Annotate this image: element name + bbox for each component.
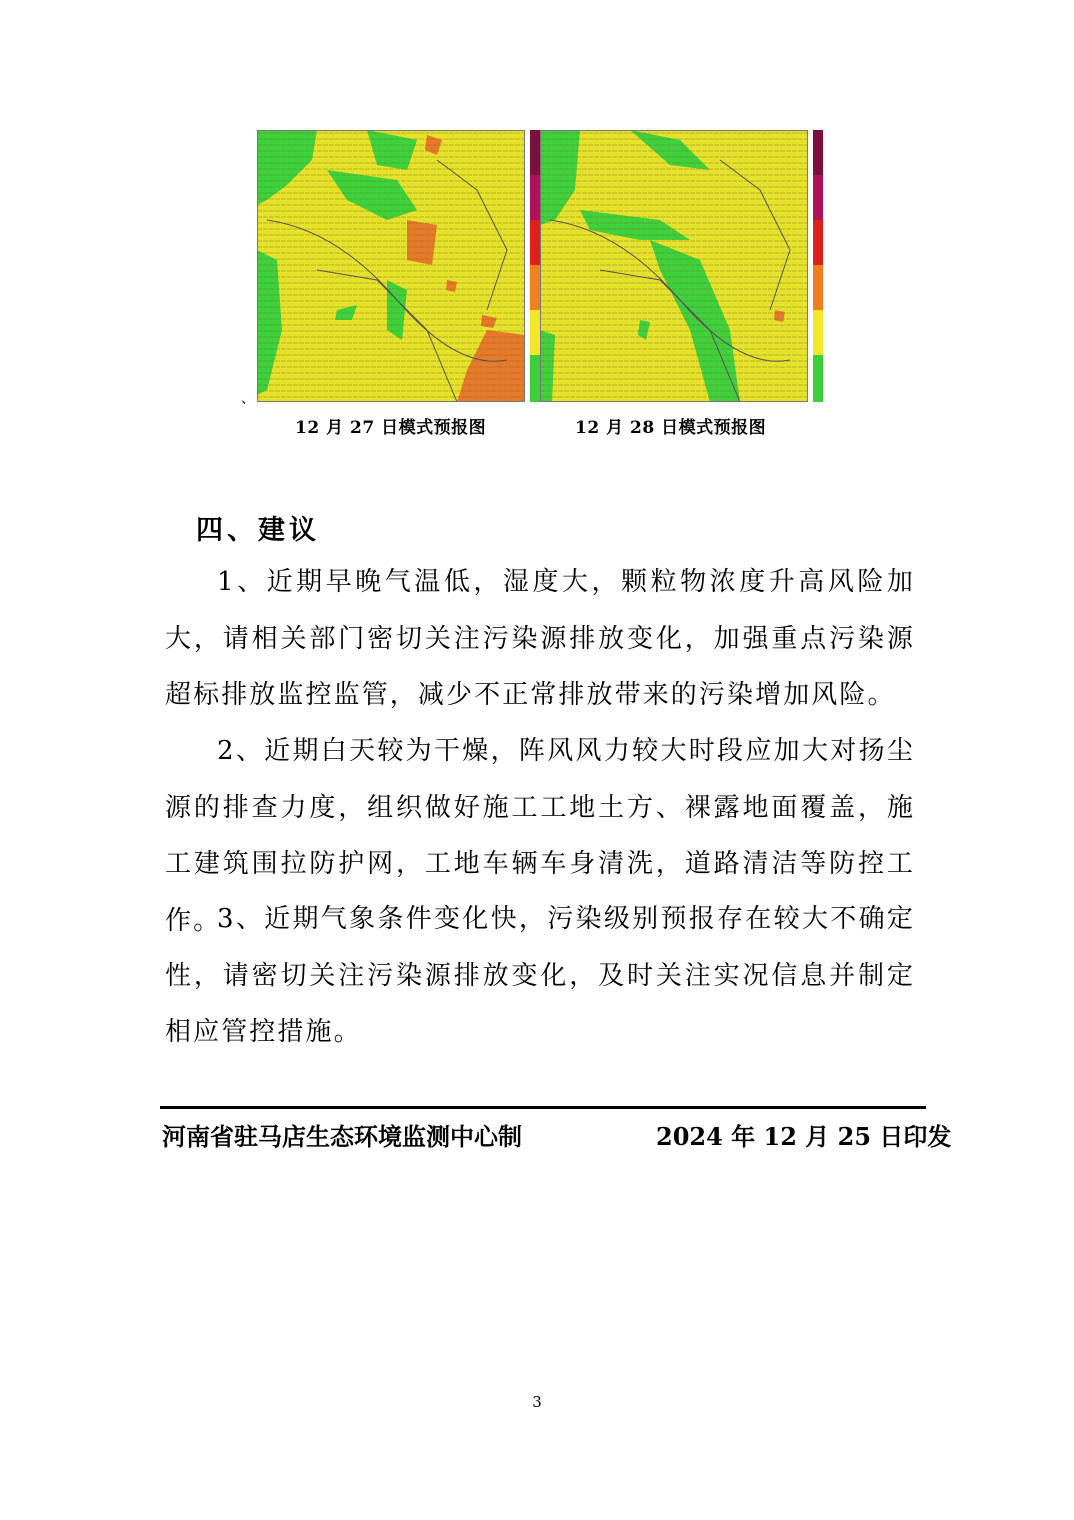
paragraph-2: 2、近期白天较为干燥，阵风风力较大时段应加大对扬尘源的排查力度，组织做好施工工地土方、裸露地面覆盖，施工建筑围拉防护网，工地车辆车身清洗，道路清洁等防控工作。 xyxy=(165,736,915,936)
forecast-map-dec27 xyxy=(257,130,525,402)
paragraph-1: 1、近期早晚气温低，湿度大，颗粒物浓度升高风险加大，请相关部门密切关注污染源排放变化，加强重点污染源超标排放监控监管，减少不正常排放带来的污染增加风险。 xyxy=(165,567,915,710)
caption-dec28: 12 月 28 日模式预报图 xyxy=(575,418,767,438)
issuer: 河南省驻马店生态环境监测中心制 xyxy=(162,1122,522,1151)
paragraph-3: 3、近期气象条件变化快，污染级别预报存在较大不确定性，请密切关注污染源排放变化，及时关注实况信息并制定相应管控措施。 xyxy=(165,904,915,1047)
forecast-figures xyxy=(257,130,823,402)
stray-mark: 、 xyxy=(241,391,255,407)
color-scale-left xyxy=(530,130,540,402)
footer-rule xyxy=(160,1106,926,1109)
color-scale-right xyxy=(813,130,823,402)
page-number: 3 xyxy=(532,1393,542,1411)
forecast-map-dec28 xyxy=(540,130,808,402)
caption-dec27: 12 月 27 日模式预报图 xyxy=(295,418,487,438)
issue-date: 2024 年 12 月 25 日印发 xyxy=(656,1122,952,1151)
section-heading: 四、建议 xyxy=(196,515,320,546)
